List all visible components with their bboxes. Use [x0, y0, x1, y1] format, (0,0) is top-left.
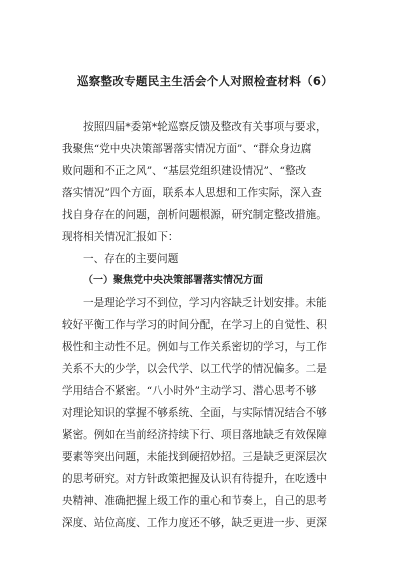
body-line: 学用结合不紧密。“八小时外”主动学习、潜心思考不够	[62, 385, 317, 397]
body-line: 败问题和不正之风”、“基层党组织建设情况”、“整改	[62, 165, 307, 177]
body-line: 现将相关情况汇报如下：	[62, 231, 179, 243]
section-heading: 一、存在的主要问题	[83, 253, 179, 265]
subsection-heading: （一）聚焦党中央决策部署落实情况方面	[83, 275, 263, 286]
body-line: 深度、站位高度、工作力度还不够，缺乏更进一步、更深	[62, 517, 327, 529]
document-title: 巡察整改专题民主生活会个人对照检查材料（6）	[76, 74, 334, 88]
body-line: 紧密。例如在当前经济持续下行、项目落地缺乏有效保障	[62, 429, 327, 441]
body-line: 极性和主动性不足。例如与工作关系密切的学习，与工作	[62, 341, 327, 353]
body-line: 按照四届*委第*轮巡察反馈及整改有关事项与要求，	[83, 121, 327, 133]
body-line: 落实情况”四个方面，联系本人思想和工作实际，深入查	[62, 187, 322, 199]
body-line: 关系不大的少学，以会代学、以工代学的情况偏多。二是	[62, 363, 327, 375]
body-line: 央精神、准确把握上级工作的重心和节奏上，自己的思考	[62, 495, 327, 507]
document-body	[62, 116, 358, 534]
body-line: 我聚焦“党中央决策部署落实情况方面”、“群众身边腐	[62, 143, 312, 155]
body-line: 的思考研究。对方针政策把握及认识有待提升，在吃透中	[62, 473, 327, 485]
body-line: 找自身存在的问题，剖析问题根源，研究制定整改措施。	[62, 209, 327, 221]
body-line: 要素等突出问题，未能找到硬招妙招。三是缺乏更深层次	[62, 451, 327, 463]
body-line: 一是理论学习不到位，学习内容缺乏计划安排。未能	[83, 297, 327, 309]
body-line: 较好平衡工作与学习的时间分配，在学习上的自觉性、积	[62, 319, 327, 331]
body-line: 对理论知识的掌握不够系统、全面，与实际情况结合不够	[62, 407, 327, 419]
